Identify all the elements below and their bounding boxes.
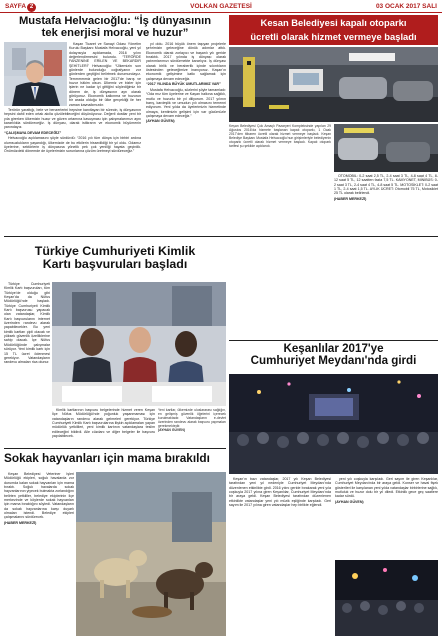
- story2-headline: Kesan Belediyesi kapalı otoparkı ücretli olarak hizmet vermeye başladı: [229, 15, 438, 45]
- story1-headline: Mustafa Helvacıoğlu: “İş dünyasının tek enerjisi moral ve huzur”: [18, 15, 212, 39]
- story5-body: Keşan Belediyesi Veteriner İşleri Müdürlüğü ekipleri, soğuk havalarda zor durumda kalan sokak hayvanları için mama bıraktı. Soğuk havalarda sokak hayvanlarının yiyecek bulmakta zorlandığını belirten yetkililer, belediye ekiplerinin ilçe merkezinde ve köylerde sokak hayvanları için mama bıraktığını söyledi. Vatandaşların da sokak hayvanlarına karşı duyarlı olmaları istendi. Belediye ekipleri çalışmalarını sürdürecek. (HABER MERKEZİ): [4, 472, 74, 525]
- story4-body-right: yeni yılı coşkuyla karşıladı. Geri sayım ile giren Keşanlılar, Cumhuriyet Meydanı'nda bir araya geldi. Konser ve havai fişek gösterileri ile karşılanan yeni yılda vatandaşlar birbirlerine sağlık, mutluluk ve huzur dolu bir yıl diledi. Etkinlik gece geç saatlere kadar sürdü. (AYHAN GÜVEN): [335, 477, 438, 504]
- story2-tariff: OTOMOBİL: 0-2 saat 2,5 TL, 2-4 saat 3 TL, 4-8 saat 4 TL, 8-12 saat 5 TL, 12 saatten fazla 7,5 TL. KAMYONET, MİNİBÜS: 0-2 saat 3 TL, 2-4 saat 4 TL, 4-8 saat 5 TL. MOTOSİKLET: 0-2 saat 1 TL, 2-4 saat 1,5 TL. AYLIK ÜCRET: Otomobil 75 TL, Motosiklet 25 TL olarak belirlendi. (HABER MERKEZİ): [334, 174, 438, 201]
- paper-name: VOLKAN GAZETESİ: [190, 3, 252, 10]
- new-year-crowd-photo: [229, 374, 438, 474]
- masthead-strip: [0, 0, 442, 13]
- story3-photo-caption: Yeni kartlar, ülkemizde uluslararası sağlığın, en gelişmiş güvenlik öğelerini içerecek kurulmaktadır. Vatandaşların e-devlet üzerinden randevu alarak başvuru yapmaları gerekmektedir. (AYHAN GÜVEN): [158, 408, 226, 432]
- story2-body-left: Keşan Belediyesi Çok Amaçlı Pazaryeri Kompleksinde yapılan 29 Ağustos 2016'da hizmete başlanan kapalı otoparkı, 1 Ocak 2017'den itibaren ücretli olarak hizmet vermeye başladı. Keşan Belediye Başkanı Mustafa Helvacıoğlu'nun girişimleriyle belediyenin otoparkı ücretli olarak hizmet vermeye başladı. Kapalı otopark tarifesi şu şekilde açıklandı.: [229, 124, 331, 148]
- story1-body-left: Kaşan Ticaret ve Sanayi Odası Yönetim Kurulu Başkanı Mustafa Helvacıoğlu, yeni yıl dolayısıyla açıklamada, 2016 yılını değerlendirmesini bulundu. “TERÖRDE FANZENİNE ERİLEN VE BEKARDIR ŞEHİTLERİ” Helvacıoğlu: “Ülkemizin son günlerde bulunduğu coğrafyanın zor günlerden geçtiğini belirtmek durumundayız. Temmmmmiz gelen bir 2017'de barış ve huzur hâkim olsun. Ülkemiz ve bizler için işlerin ne kadar iyi gittiğini söylediğimiz bir dönem de, iş dünyasının ayrı olarak görüyoruz. Ekonomik kalkınma ve huzurun bir arada olduğu bir ülke gerçekliği ile her zaman kaynağımızdır.: [69, 42, 141, 106]
- story1-body-left-lower: Terörün yarattığı, bele ve benzerlerini hepsine kanıtlayan bir sürecin, iş dünyasının hepsini dahil eden ortak akılla çözülebileceğini düşünüyoruz. Değerli dostlar yeni bir yıla girerken ülkemizin huzur ve güven ortamına kavuşması için çalışmalarımızı aynı kararlılıkla sürdüreceğiz. İş dünyası, olarak istikrarın ve ekonomik büyümenin yanındayız. “ÇALIŞMAYA DEVAM EDECEĞİZ” Helvacıoğlu açıklamasını şöyle sürdürdü: “2016 yılı tüm dünya için birbiri ardına olumsuzlukların yaşandığı, ülkemizde de bu etkilerin hissedildiği bir yıl oldu. Odamız üyelerine, sektörlerin iş dünyasına yönelik pek çok yeniliği hayata geçirdik. Önümüzdeki dönemde de üyelerimizin sorunlarına çözüm üretmeyi sürdüreceğiz.”: [4, 108, 141, 154]
- issue-date: 03 OCAK 2017 SALI: [375, 3, 437, 10]
- story4-headline: Keşanlılar 2017'ye Cumhuriyet Meydanı'nda girdi: [250, 342, 417, 368]
- story5-headline: Sokak hayvanları için mama bırakıldı: [4, 451, 210, 465]
- celebration-photo: [335, 560, 438, 636]
- portrait-photo: [4, 42, 67, 106]
- parking-photo: [229, 47, 438, 122]
- parking-photo-2: [334, 124, 438, 172]
- story4-body-left: Keşan'ın bazı vatandaşlar, 2017 yılı Keşan Belediyesi tarafından yeni yıl nedeniyle Cumhuriyet Meydanı'nda düzenlenen etkinlikte girdi. 2016 yılını geride bırakarak yeni yıla coşkuyla 2017 yılına giren Keşanlılar, Cumhuriyet Meydanı'nda bir araya geldi. Keşan Belediyesi tarafından düzenlenen etkinlikte vatandaşlar yeni yılı müzik eşliğinde karşıladı. Geri sayım ile 2017 yılına giren vatandaşlar hep birlikte eğlendi.: [229, 477, 331, 508]
- story3-body-narrow: Türkiye Cumhuriyeti Kimlik Kartı başvuruları, tüm Türkiye'de olduğu gibi Keşan'da da Nüfus Müdürlüğü'nde başladı. Türkiye Cumhuriyeti Kimlik Kartı başvurusu yapacak olan vatandaşlar, Kimlik Kartı başvurularını internet üzerinden randevu alarak yapabilecekler. Bu yeni kimlik kartları çipli olacak ve yüksek güvenlik özelliklerine sahip olacak. İçe Nüfus Müdürlüğünde çalışmalar sürüyor. Yeni kimlik kartı için 15 TL ücret ödenmesi gerekiyor. Vatandaşların randevu almaları rica olunur.: [4, 282, 50, 365]
- divider-left: [4, 448, 226, 449]
- page-number: 2: [27, 3, 36, 12]
- street-dogs-photo: [76, 472, 226, 636]
- story1-body-right: yıl oldu. 2016 büyük önem taşıyan projelerle şehrimizin geleceğine dönük adımlar attık. Ekonomik olarak zorlayıcı ve başarılı yılı geride bıraktık. 2017 yılında iş dünyası olarak yatırımlarımızı sürdürmekte kararlıyız. İş dünyası olarak birlik ve beraberlik içinde sıkıntıların üstesinden geleceğimize inanıyoruz. Kaşan'ın ekonomik gelişimine katkı sağlamak için çalışmaya devam edeceğiz. “2017 YILINDA BÜYÜK UMUTLARIMIZ VAR” Mustafa Helvacıoğlu, sözlerini şöyle tamamladı: “Oda mız tüm üyelerine ve Kaşan halkına sağlıklı, mutlu ve huzurlu bir yıl diliyorum. 2017 yılının barış, kardeşlik ve umudun yılı olmasını temenni ediyorum. Yeni yılda da üyelerimizin hizmetinde olmaya, kentimizin gelişimi için var gücümüzle çalışmaya devam edeceğiz.” (AYHAN GÜVEN): [146, 42, 226, 124]
- divider-right: [229, 340, 438, 341]
- story3-headline: Türkiye Cumhuriyeti Kimlik Kartı başvuruları başladı: [34, 244, 196, 272]
- story3-body-wide: Kimlik kartlarının başvuru belgelerinde hizmet veren Keşan İlçe Nüfus Müdürlüğü'nde yoğunluk yaşanmaması için vatandaşların randevu alarak gelmeleri gerekiyor. Türkiye Cumhuriyeti Kimlik Kartı başvurularına ilişkin açıklamaları yapan müdürlük yetkilileri, yeni kimlik kartının vatandaşlara teslim edileceğini bildirdi. Aile cüzdanı ve diğer belgeler ile başvuru yapılabilecek.: [52, 408, 155, 439]
- divider: [4, 236, 438, 237]
- id-card-photo: [52, 282, 226, 406]
- page-label: SAYFA 2: [5, 3, 36, 12]
